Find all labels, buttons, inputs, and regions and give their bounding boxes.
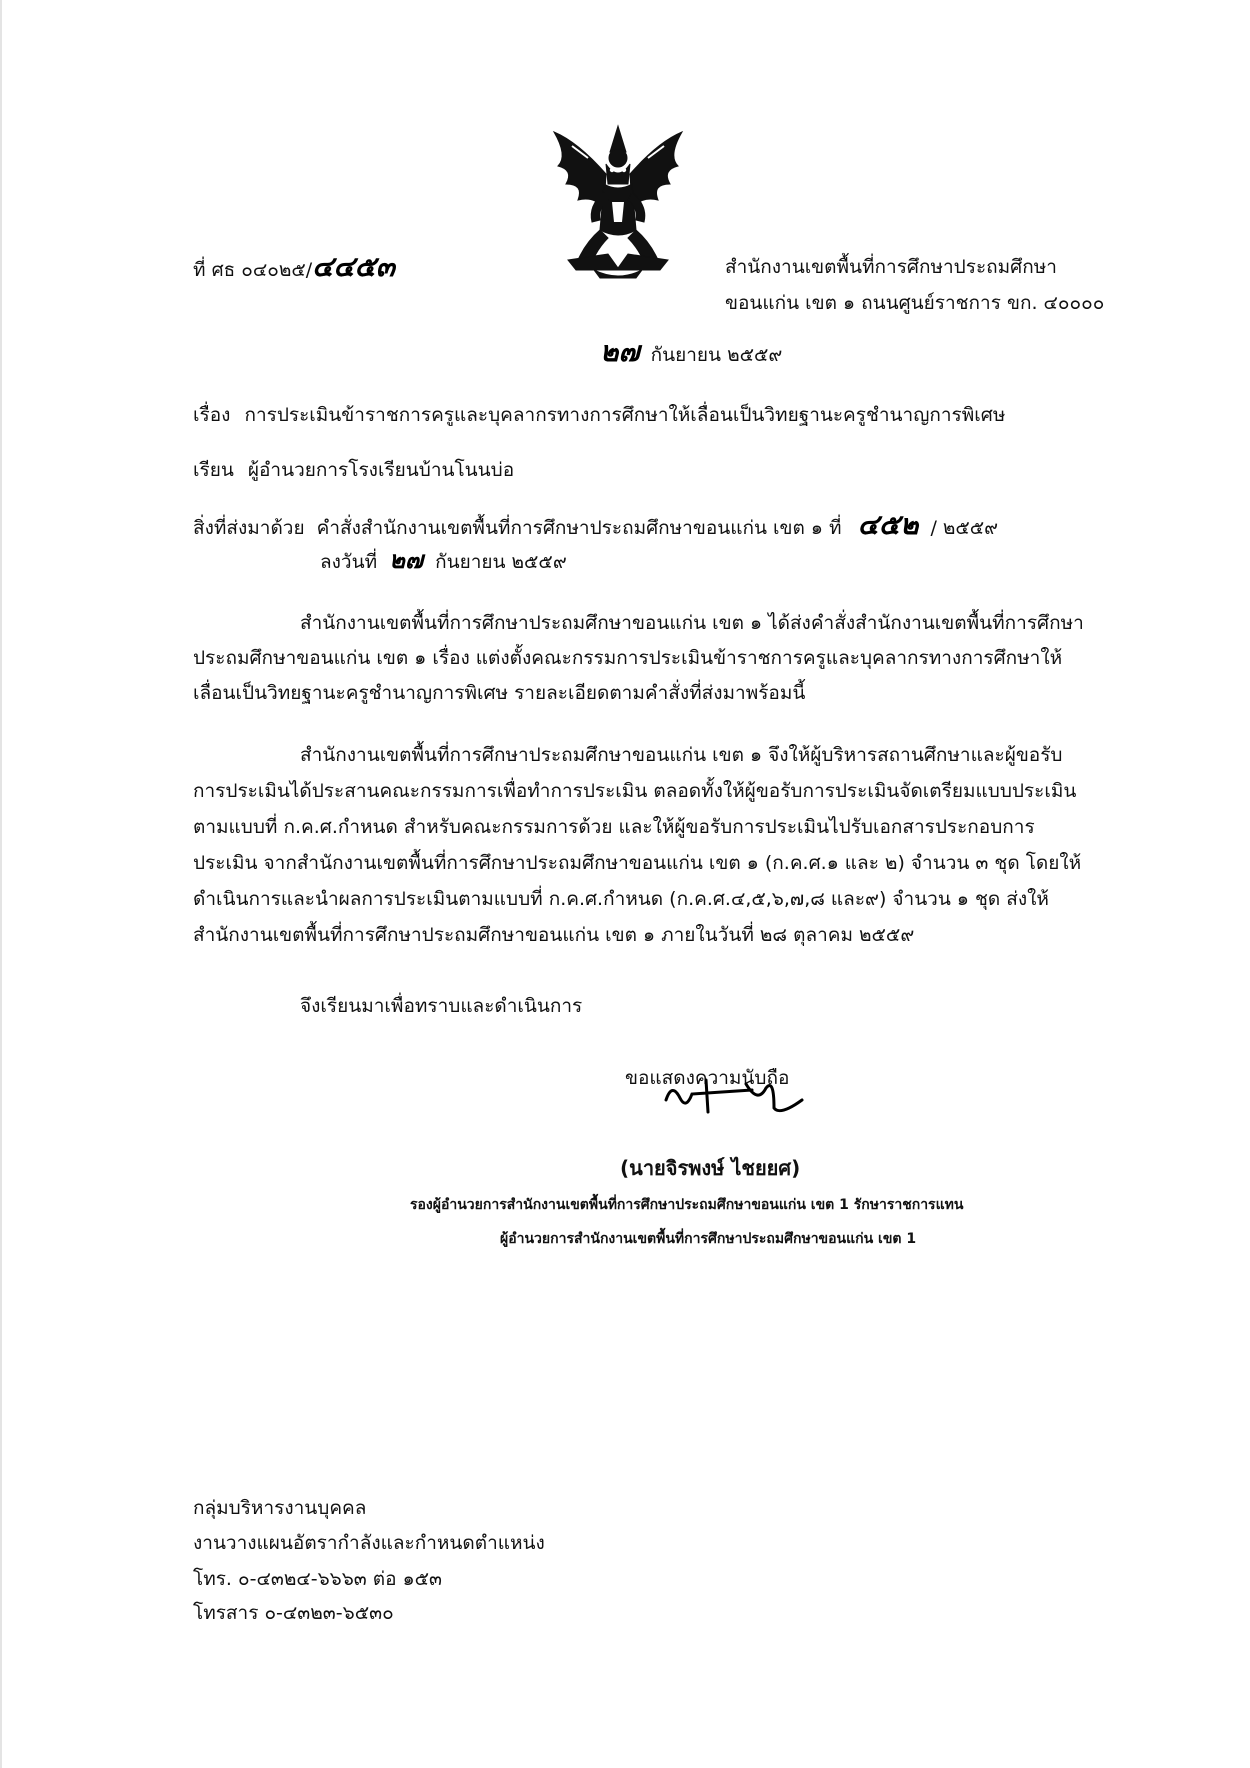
scan-edge [0, 0, 2, 1768]
closing-salutation: ขอแสดงความนับถือ [625, 1067, 790, 1089]
recipient-line [193, 457, 514, 483]
signatory-title-line1: รองผู้อำนวยการสำนักงานเขตพื้นที่การศึกษาประถมศึกษาขอนแก่น เขต 1 รักษาราชการแทน [410, 1197, 964, 1213]
recipient-text: ผู้อำนวยการโรงเรียนบ้านโนนบ่อ [247, 459, 515, 481]
paragraph-2-line: สำนักงานเขตพื้นที่การศึกษาประถมศึกษาขอนแก่น เขต ๑ จึงให้ผู้บริหารสถานศึกษาและผู้ขอรับ [300, 744, 1063, 766]
sender-address-line2: ขอนแก่น เขต ๑ ถนนศูนย์ราชการ ขก. ๔๐๐๐๐ [725, 292, 1105, 314]
paragraph-2-line: ดำเนินการและนำผลการประเมินตามแบบที่ ก.ค.ศ.กำหนด (ก.ค.ศ.๔,๕,๖,๗,๘ และ๙) จำนวน ๑ ชุด ส่งให้ [193, 888, 1049, 910]
footer-unit: งานวางแผนอัตรากำลังและกำหนดตำแหน่ง [193, 1532, 545, 1554]
date-handwritten: ๒๗ [600, 335, 640, 368]
reference-number [193, 250, 395, 283]
enclosure-order-handwritten: ๔๕๒ [857, 508, 919, 541]
paragraph-1-line: เลื่อนเป็นวิทยฐานะครูชำนาญการพิเศษ รายละเอียดตามคำสั่งที่ส่งมาพร้อมนี้ [193, 682, 806, 704]
paragraph-2-line: ประเมิน จากสำนักงานเขตพื้นที่การศึกษาประถมศึกษาขอนแก่น เขต ๑ (ก.ค.ศ.๑ และ ๒) จำนวน ๓ ชุด โดยให้ [193, 852, 1082, 874]
date-month-year: กันยายน ๒๕๕๙ [650, 344, 783, 366]
footer-department: กลุ่มบริหารงานบุคคล [193, 1497, 367, 1519]
reference-number-handwritten: ๔๔๕๓ [312, 250, 395, 283]
paragraph-2-line: สำนักงานเขตพื้นที่การศึกษาประถมศึกษาขอนแก่น เขต ๑ ภายในวันที่ ๒๘ ตุลาคม ๒๕๕๙ [193, 924, 915, 946]
paragraph-1-line: ประถมศึกษาขอนแก่น เขต ๑ เรื่อง แต่งตั้งคณะกรรมการประเมินข้าราชการครูและบุคลากรทางการศึกษาให้ [193, 647, 1063, 669]
signature-mark [662, 1070, 812, 1120]
footer-fax: โทรสาร ๐-๔๓๒๓-๖๕๓๐ [193, 1602, 394, 1624]
footer-phone: โทร. ๐-๔๓๒๔-๖๖๖๓ ต่อ ๑๕๓ [193, 1568, 443, 1590]
closing-paragraph: จึงเรียนมาเพื่อทราบและดำเนินการ [300, 995, 583, 1017]
sender-address-line1: สำนักงานเขตพื้นที่การศึกษาประถมศึกษา [725, 256, 1057, 278]
enclosure-label: สิ่งที่ส่งมาด้วย [193, 517, 305, 539]
subject-label: เรื่อง [193, 404, 231, 426]
enclosure-date-handwritten: ๒๗ [389, 545, 424, 574]
enclosure-line [193, 508, 999, 541]
enclosure-date-label: ลงวันที่ [320, 551, 378, 573]
enclosure-date-text: กันยายน ๒๕๕๙ [435, 551, 567, 573]
letter-date [600, 330, 782, 374]
enclosure-year: / ๒๕๕๙ [930, 517, 999, 539]
reference-number-label: ที่ ศธ ๐๔๐๒๕/ [193, 259, 313, 281]
paragraph-2-line: ตามแบบที่ ก.ค.ศ.กำหนด สำหรับคณะกรรมการด้วย และให้ผู้ขอรับการประเมินไปรับเอกสารประกอบการ [193, 816, 1035, 838]
garuda-emblem-icon [548, 122, 688, 282]
signatory-title-line2: ผู้อำนวยการสำนักงานเขตพื้นที่การศึกษาประถมศึกษาขอนแก่น เขต 1 [500, 1231, 917, 1247]
enclosure-text: คำสั่งสำนักงานเขตพื้นที่การศึกษาประถมศึกษาขอนแก่น เขต ๑ ที่ [316, 517, 842, 539]
subject-line [193, 402, 1005, 428]
recipient-label: เรียน [193, 459, 234, 481]
paragraph-2-line: การประเมินได้ประสานคณะกรรมการเพื่อทำการประเมิน ตลอดทั้งให้ผู้ขอรับการประเมินจัดเตรียมแบบประเมิน [193, 780, 1077, 802]
paragraph-1-line: สำนักงานเขตพื้นที่การศึกษาประถมศึกษาขอนแก่น เขต ๑ ได้ส่งคำสั่งสำนักงานเขตพื้นที่การศึกษา [300, 612, 1084, 634]
enclosure-date-line [320, 547, 567, 575]
signatory-name: (นายจิรพงษ์ ไชยยศ) [620, 1156, 801, 1180]
subject-text: การประเมินข้าราชการครูและบุคลากรทางการศึกษาให้เลื่อนเป็นวิทยฐานะครูชำนาญการพิเศษ [244, 404, 1006, 426]
